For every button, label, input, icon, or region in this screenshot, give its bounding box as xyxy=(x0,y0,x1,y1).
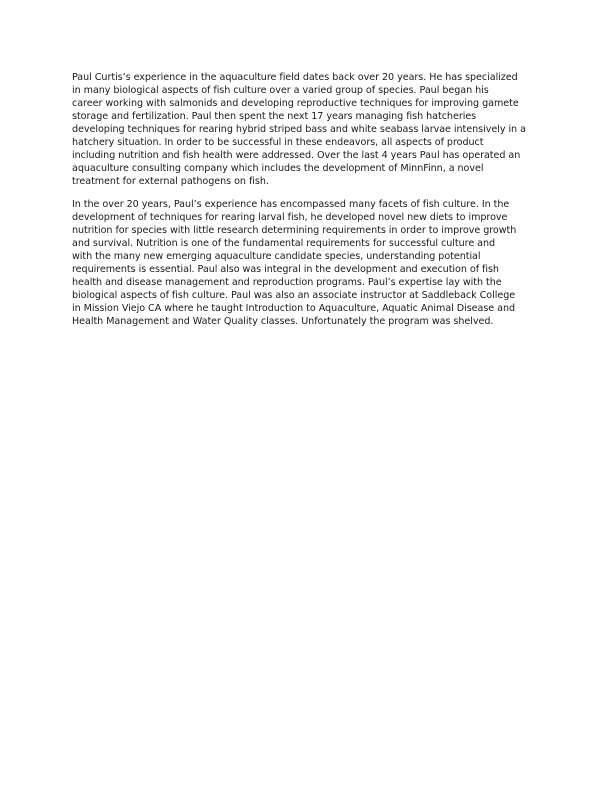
text-line: career working with salmonids and developing reproductive techniques for improving gamete xyxy=(72,98,519,109)
text-line: and survival. Nutrition is one of the fundamental requirements for successful culture and xyxy=(72,238,496,249)
text-line: biological aspects of fish culture. Paul was also an associate instructor at Saddleback College xyxy=(72,290,516,301)
text-line: storage and fertilization. Paul then spent the next 17 years managing fish hatcheries xyxy=(72,111,477,122)
text-line: treatment for external pathogens on fish. xyxy=(72,176,269,187)
text-line: in many biological aspects of fish culture over a varied group of species. Paul began his xyxy=(72,85,489,96)
text-line: including nutrition and fish health were addressed. Over the last 4 years Paul has operated an xyxy=(72,150,521,161)
text-line: development of techniques for rearing larval fish, he developed novel new diets to improve xyxy=(72,212,508,223)
text-line: nutrition for species with little research determining requirements in order to improve growth xyxy=(72,225,517,236)
text-line: developing techniques for rearing hybrid striped bass and white seabass larvae intensively in a xyxy=(72,124,526,135)
text-line: Health Management and Water Quality classes. Unfortunately the program was shelved. xyxy=(72,316,494,327)
document-page xyxy=(72,71,542,338)
paragraph-facets xyxy=(72,198,542,328)
paragraph-experience xyxy=(72,71,542,188)
text-line: aquaculture consulting company which includes the development of MinnFinn, a novel xyxy=(72,163,484,174)
text-line: In the over 20 years, Paul’s experience has encompassed many facets of fish culture. In the xyxy=(72,199,510,210)
text-line: hatchery situation. In order to be successful in these endeavors, all aspects of product xyxy=(72,137,484,148)
text-line: Paul Curtis’s experience in the aquaculture field dates back over 20 years. He has specialized xyxy=(72,72,518,83)
text-line: with the many new emerging aquaculture candidate species, understanding potential xyxy=(72,251,481,262)
text-line: health and disease management and reproduction programs. Paul’s expertise lay with the xyxy=(72,277,502,288)
text-line: in Mission Viejo CA where he taught Introduction to Aquaculture, Aquatic Animal Disease and xyxy=(72,303,516,314)
text-line: requirements is essential. Paul also was integral in the development and execution of fish xyxy=(72,264,499,275)
